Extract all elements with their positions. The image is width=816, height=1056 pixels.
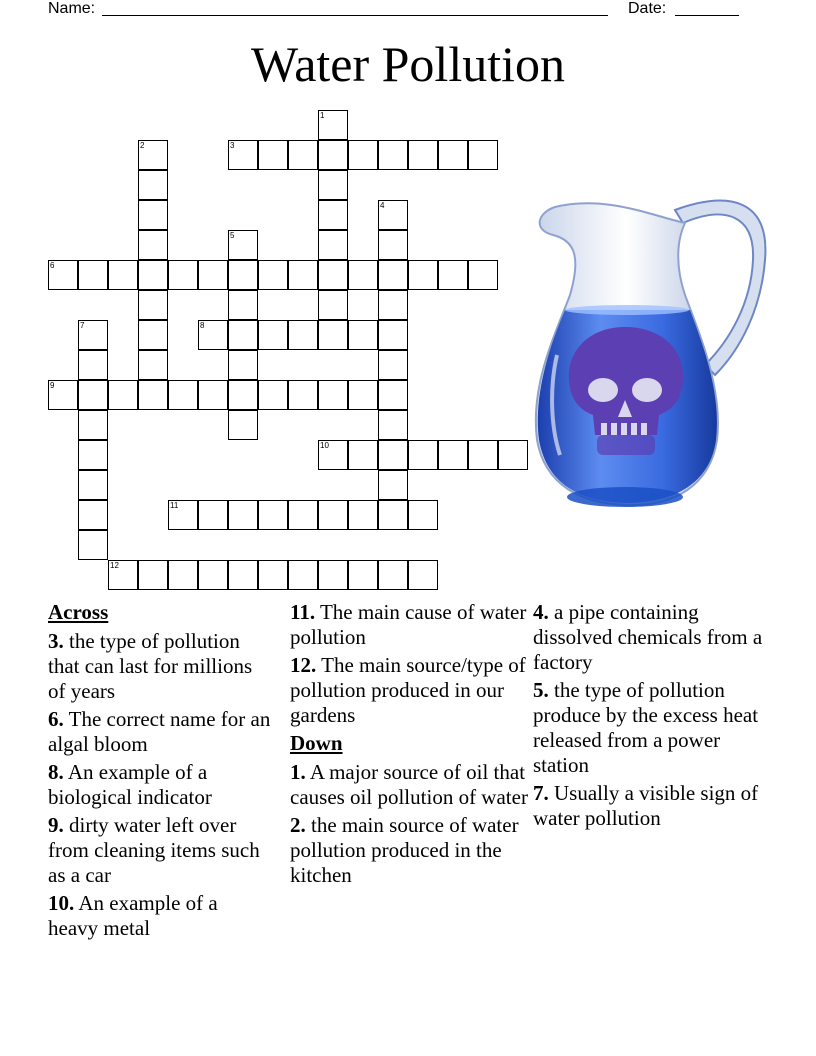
grid-cell[interactable] <box>378 290 408 320</box>
grid-cell[interactable] <box>78 260 108 290</box>
clue-number-label: 12 <box>110 561 119 570</box>
clues-column-1 <box>48 600 273 944</box>
grid-cell[interactable] <box>378 230 408 260</box>
grid-cell[interactable] <box>378 410 408 440</box>
grid-cell[interactable] <box>378 440 408 470</box>
clue-number-label: 5 <box>230 231 235 240</box>
grid-cell[interactable] <box>378 560 408 590</box>
grid-cell[interactable] <box>288 380 318 410</box>
grid-cell[interactable] <box>168 560 198 590</box>
grid-cell[interactable] <box>408 440 438 470</box>
date-label: Date: <box>628 0 667 17</box>
grid-cell[interactable] <box>378 140 408 170</box>
grid-cell[interactable] <box>378 320 408 350</box>
grid-cell[interactable] <box>378 260 408 290</box>
down-clue-1: 1. A major source of oil that causes oil pollution of water <box>290 760 528 809</box>
across-clue-11: 11. The main cause of water pollution <box>290 600 527 649</box>
grid-cell[interactable] <box>258 560 288 590</box>
down-clue-2: 2. the main source of water pollution produced in the kitchen <box>290 813 519 887</box>
grid-cell[interactable] <box>138 230 168 260</box>
clue-number-label: 4 <box>380 201 385 210</box>
grid-cell[interactable] <box>108 380 138 410</box>
grid-cell[interactable] <box>198 560 228 590</box>
pitcher-with-skull-icon <box>525 185 775 510</box>
grid-cell[interactable] <box>108 260 138 290</box>
grid-cell[interactable] <box>468 260 498 290</box>
grid-cell[interactable] <box>138 260 168 290</box>
grid-cell[interactable] <box>378 380 408 410</box>
grid-cell[interactable] <box>348 380 378 410</box>
clue-number-label: 1 <box>320 111 325 120</box>
grid-cell[interactable] <box>78 500 108 530</box>
grid-cell[interactable] <box>78 440 108 470</box>
grid-cell[interactable] <box>318 380 348 410</box>
grid-cell[interactable] <box>348 500 378 530</box>
grid-cell[interactable] <box>438 260 468 290</box>
grid-cell[interactable] <box>348 440 378 470</box>
down-clue-7: 7. Usually a visible sign of water pollution <box>533 781 759 830</box>
grid-cell[interactable] <box>78 470 108 500</box>
grid-cell[interactable] <box>228 260 258 290</box>
grid-cell[interactable] <box>408 560 438 590</box>
grid-cell[interactable] <box>318 170 348 200</box>
grid-cell[interactable] <box>318 320 348 350</box>
grid-cell[interactable] <box>498 440 528 470</box>
grid-cell[interactable] <box>348 560 378 590</box>
grid-cell[interactable] <box>288 260 318 290</box>
grid-cell[interactable] <box>438 140 468 170</box>
grid-cell[interactable] <box>408 500 438 530</box>
across-clue-12: 12. The main source/type of pollution produced in our gardens <box>290 653 526 727</box>
grid-cell[interactable] <box>138 320 168 350</box>
down-clue-4: 4. a pipe containing dissolved chemicals from a factory <box>533 600 763 674</box>
grid-cell[interactable] <box>318 260 348 290</box>
grid-cell[interactable] <box>138 200 168 230</box>
grid-cell[interactable] <box>78 380 108 410</box>
clue-number-label: 3 <box>230 141 235 150</box>
clues-column-2 <box>290 600 530 891</box>
across-clue-6: 6. The correct name for an algal bloom <box>48 707 271 756</box>
grid-cell[interactable] <box>288 320 318 350</box>
grid-cell[interactable] <box>138 290 168 320</box>
grid-cell[interactable] <box>228 500 258 530</box>
clue-number-label: 8 <box>200 321 205 330</box>
grid-cell[interactable] <box>78 350 108 380</box>
grid-cell[interactable] <box>408 140 438 170</box>
across-heading: Across <box>48 600 109 624</box>
grid-cell[interactable] <box>258 320 288 350</box>
grid-cell[interactable] <box>228 380 258 410</box>
grid-cell[interactable] <box>138 560 168 590</box>
clues-column-3 <box>533 600 773 834</box>
grid-cell[interactable] <box>468 440 498 470</box>
across-clue-8: 8. An example of a biological indicator <box>48 760 212 809</box>
across-clue-10: 10. An example of a heavy metal <box>48 891 218 940</box>
down-clue-5: 5. the type of pollution produce by the excess heat released from a power station <box>533 678 759 777</box>
grid-cell[interactable] <box>318 140 348 170</box>
grid-cell[interactable] <box>258 500 288 530</box>
grid-cell[interactable] <box>378 500 408 530</box>
grid-cell[interactable] <box>78 410 108 440</box>
page-title: Water Pollution <box>251 36 565 92</box>
grid-cell[interactable] <box>198 500 228 530</box>
grid-cell[interactable] <box>228 290 258 320</box>
grid-cell[interactable] <box>168 260 198 290</box>
grid-cell[interactable] <box>318 200 348 230</box>
name-label: Name: <box>48 0 96 17</box>
grid-cell[interactable] <box>228 320 258 350</box>
grid-cell[interactable] <box>348 320 378 350</box>
grid-cell[interactable] <box>138 170 168 200</box>
grid-cell[interactable] <box>198 380 228 410</box>
grid-cell[interactable] <box>378 470 408 500</box>
grid-cell[interactable] <box>258 140 288 170</box>
clue-number-label: 11 <box>170 501 179 510</box>
grid-cell[interactable] <box>288 560 318 590</box>
grid-cell[interactable] <box>138 350 168 380</box>
clue-number-label: 9 <box>50 381 55 390</box>
clue-number-label: 10 <box>320 441 329 450</box>
grid-cell[interactable] <box>318 500 348 530</box>
grid-cell[interactable] <box>318 290 348 320</box>
grid-cell[interactable] <box>228 560 258 590</box>
grid-cell[interactable] <box>468 140 498 170</box>
grid-cell[interactable] <box>258 260 288 290</box>
grid-cell[interactable] <box>228 410 258 440</box>
clue-number-label: 2 <box>140 141 145 150</box>
grid-cell[interactable] <box>258 380 288 410</box>
grid-cell[interactable] <box>348 260 378 290</box>
grid-cell[interactable] <box>408 260 438 290</box>
grid-cell[interactable] <box>318 230 348 260</box>
across-clue-3: 3. the type of pollution that can last for millions of years <box>48 629 253 703</box>
grid-cell[interactable] <box>348 140 378 170</box>
grid-cell[interactable] <box>228 350 258 380</box>
down-heading: Down <box>290 731 343 755</box>
grid-cell[interactable] <box>138 380 168 410</box>
grid-cell[interactable] <box>318 560 348 590</box>
clue-number-label: 6 <box>50 261 55 270</box>
grid-cell[interactable] <box>78 530 108 560</box>
grid-cell[interactable] <box>288 500 318 530</box>
grid-cell[interactable] <box>378 350 408 380</box>
grid-cell[interactable] <box>168 380 198 410</box>
across-clue-9: 9. dirty water left over from cleaning items such as a car <box>48 813 260 887</box>
grid-cell[interactable] <box>198 260 228 290</box>
grid-cell[interactable] <box>288 140 318 170</box>
grid-cell[interactable] <box>438 440 468 470</box>
clue-number-label: 7 <box>80 321 85 330</box>
